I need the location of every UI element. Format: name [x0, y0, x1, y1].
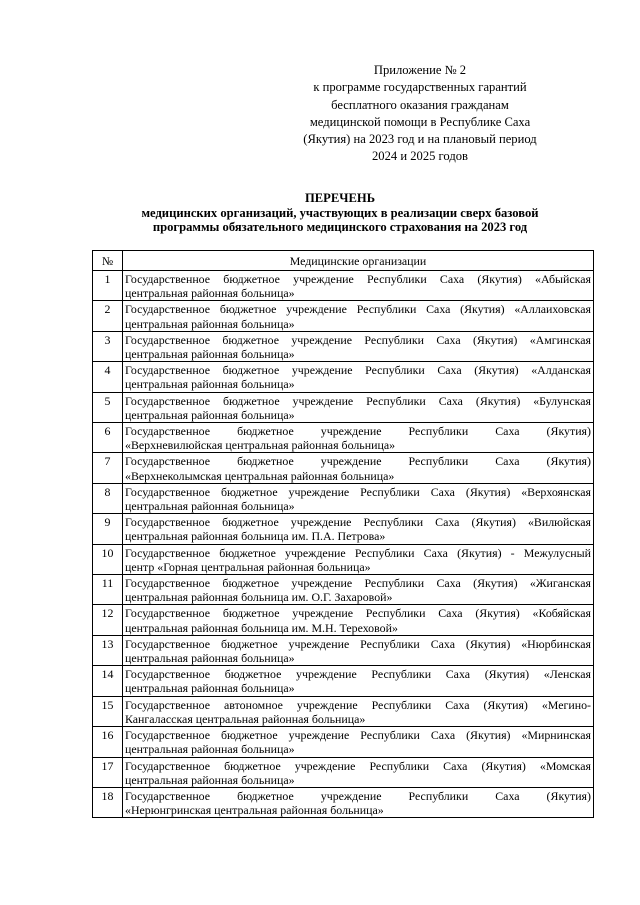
organization-name-line: центр «Горная центральная районная больница» [125, 559, 371, 574]
organization-name [123, 392, 594, 422]
organization-name-line: Государственное бюджетное учреждение Республики Саха (Якутия) - Межулусный [125, 545, 591, 560]
table-row [93, 483, 594, 513]
row-number: 2 [93, 301, 123, 331]
organization-name [123, 635, 594, 665]
organization-name-line: центральная районная больница» [125, 499, 295, 514]
row-number: 10 [93, 544, 123, 574]
organization-name [123, 666, 594, 696]
organization-name-line: центральная районная больница» [125, 742, 295, 757]
organization-name-line: центральная районная больница им. П.А. Петрова» [125, 529, 386, 544]
organization-name [123, 757, 594, 787]
table-row [93, 696, 594, 726]
row-number: 4 [93, 362, 123, 392]
organization-name-line: Государственное бюджетное учреждение Республики Саха (Якутия) [125, 788, 591, 803]
organization-name-line: центральная районная больница» [125, 286, 295, 301]
row-number: 11 [93, 575, 123, 605]
table-row [93, 362, 594, 392]
table-row [93, 514, 594, 544]
table-body [93, 271, 594, 818]
row-number: 3 [93, 331, 123, 361]
organization-name [123, 514, 594, 544]
organization-name-line: центральная районная больница им. О.Г. Захаровой» [125, 590, 393, 605]
organization-name [123, 787, 594, 817]
appendix-line: (Якутия) на 2023 год и на плановый период [303, 132, 537, 147]
organization-name-line: Государственное бюджетное учреждение Республики Саха (Якутия) «Алданская [125, 363, 591, 378]
organization-name [123, 605, 594, 635]
row-number: 17 [93, 757, 123, 787]
table-row [93, 666, 594, 696]
table-row [93, 392, 594, 422]
organization-name-line: Государственное бюджетное учреждение Республики Саха (Якутия) «Верхоянская [125, 484, 591, 499]
organization-name [123, 575, 594, 605]
table-row [93, 544, 594, 574]
table-row [93, 787, 594, 817]
appendix-line: Приложение № 2 [373, 63, 467, 77]
table-row [93, 271, 594, 301]
table-row [93, 757, 594, 787]
organization-name-line: Государственное бюджетное учреждение Республики Саха (Якутия) «Амгинская [125, 332, 591, 347]
organization-name [123, 544, 594, 574]
organization-name-line: Государственное бюджетное учреждение Республики Саха (Якутия) «Абыйская [125, 272, 591, 286]
organization-name [123, 696, 594, 726]
row-number: 7 [93, 453, 123, 483]
organization-name-line: Государственное бюджетное учреждение Республики Саха (Якутия) «Ленская [125, 667, 591, 682]
organization-name [123, 423, 594, 453]
row-number: 14 [93, 666, 123, 696]
appendix-line: бесплатного оказания гражданам [331, 97, 509, 112]
organization-name-line: центральная районная больница им. М.Н. Тереховой» [125, 620, 398, 635]
organization-name-line: Государственное автономное учреждение Республики Саха (Якутия) «Мегино- [125, 697, 591, 712]
organization-name-line: центральная районная больница» [125, 347, 295, 362]
organization-name-line: Государственное бюджетное учреждение Республики Саха (Якутия) «Вилюйская [125, 515, 591, 530]
organization-name [123, 453, 594, 483]
organization-name [123, 727, 594, 757]
organization-name [123, 301, 594, 331]
title-heading: ПЕРЕЧЕНЬ [304, 191, 376, 205]
row-number: 6 [93, 423, 123, 453]
appendix-line: 2024 и 2025 годов [372, 149, 468, 164]
organization-name [123, 362, 594, 392]
organization-name-line: центральная районная больница» [125, 681, 295, 696]
organization-name [123, 483, 594, 513]
appendix-line: медицинской помощи в Республике Саха [309, 114, 531, 129]
row-number: 12 [93, 605, 123, 635]
organization-name-line: Государственное бюджетное учреждение Республики Саха (Якутия) [125, 424, 591, 439]
row-number: 5 [93, 392, 123, 422]
organization-name-line: Государственное бюджетное учреждение Республики Саха (Якутия) [125, 454, 591, 469]
appendix-line: к программе государственных гарантий [313, 80, 527, 95]
organization-name-line: центральная районная больница» [125, 772, 295, 787]
column-header-organization: Медицинские организации [123, 251, 594, 271]
organization-name-line: «Нерюнгринская центральная районная больница» [125, 803, 384, 818]
organization-name-line: центральная районная больница» [125, 377, 295, 392]
organization-name-line: Кангаласская центральная районная больница» [125, 711, 366, 726]
table-row [93, 605, 594, 635]
organization-name-line: Государственное бюджетное учреждение Республики Саха (Якутия) «Кобяйская [125, 606, 591, 621]
organization-name-line: Государственное бюджетное учреждение Республики Саха (Якутия) «Момская [125, 758, 591, 773]
row-number: 18 [93, 787, 123, 817]
organization-name-line: Государственное бюджетное учреждение Республики Саха (Якутия) «Жиганская [125, 576, 591, 591]
row-number: 15 [93, 696, 123, 726]
organization-name [123, 271, 594, 301]
table-row [93, 331, 594, 361]
organization-name-line: центральная районная больница» [125, 651, 295, 666]
column-header-number: № [93, 251, 123, 271]
organization-name-line: «Верхневилюйская центральная районная больница» [125, 438, 396, 453]
table-row [93, 301, 594, 331]
organization-name-line: Государственное бюджетное учреждение Республики Саха (Якутия) «Аллаиховская [125, 302, 591, 317]
appendix-header [300, 62, 540, 166]
table-row [93, 635, 594, 665]
row-number: 1 [93, 271, 123, 301]
organization-name-line: Государственное бюджетное учреждение Республики Саха (Якутия) «Мирнинская [125, 728, 591, 743]
organization-name [123, 331, 594, 361]
document-title [90, 191, 590, 235]
table-row [93, 453, 594, 483]
organization-name-line: центральная районная больница» [125, 407, 295, 422]
title-subheading: медицинских организаций, участвующих в реализации сверх базовой [141, 205, 539, 220]
organization-name-line: Государственное бюджетное учреждение Республики Саха (Якутия) «Булунская [125, 393, 591, 408]
organization-name-line: центральная районная больница» [125, 316, 295, 331]
row-number: 13 [93, 635, 123, 665]
organizations-table [92, 250, 594, 818]
row-number: 8 [93, 483, 123, 513]
table-row [93, 423, 594, 453]
table-header-row [93, 251, 594, 271]
row-number: 9 [93, 514, 123, 544]
table-row [93, 727, 594, 757]
organization-name-line: Государственное бюджетное учреждение Республики Саха (Якутия) «Нюрбинская [125, 636, 591, 651]
title-subheading: программы обязательного медицинского страхования на 2023 год [152, 220, 528, 234]
table-row [93, 575, 594, 605]
row-number: 16 [93, 727, 123, 757]
organization-name-line: «Верхнеколымская центральная районная больница» [125, 468, 395, 483]
